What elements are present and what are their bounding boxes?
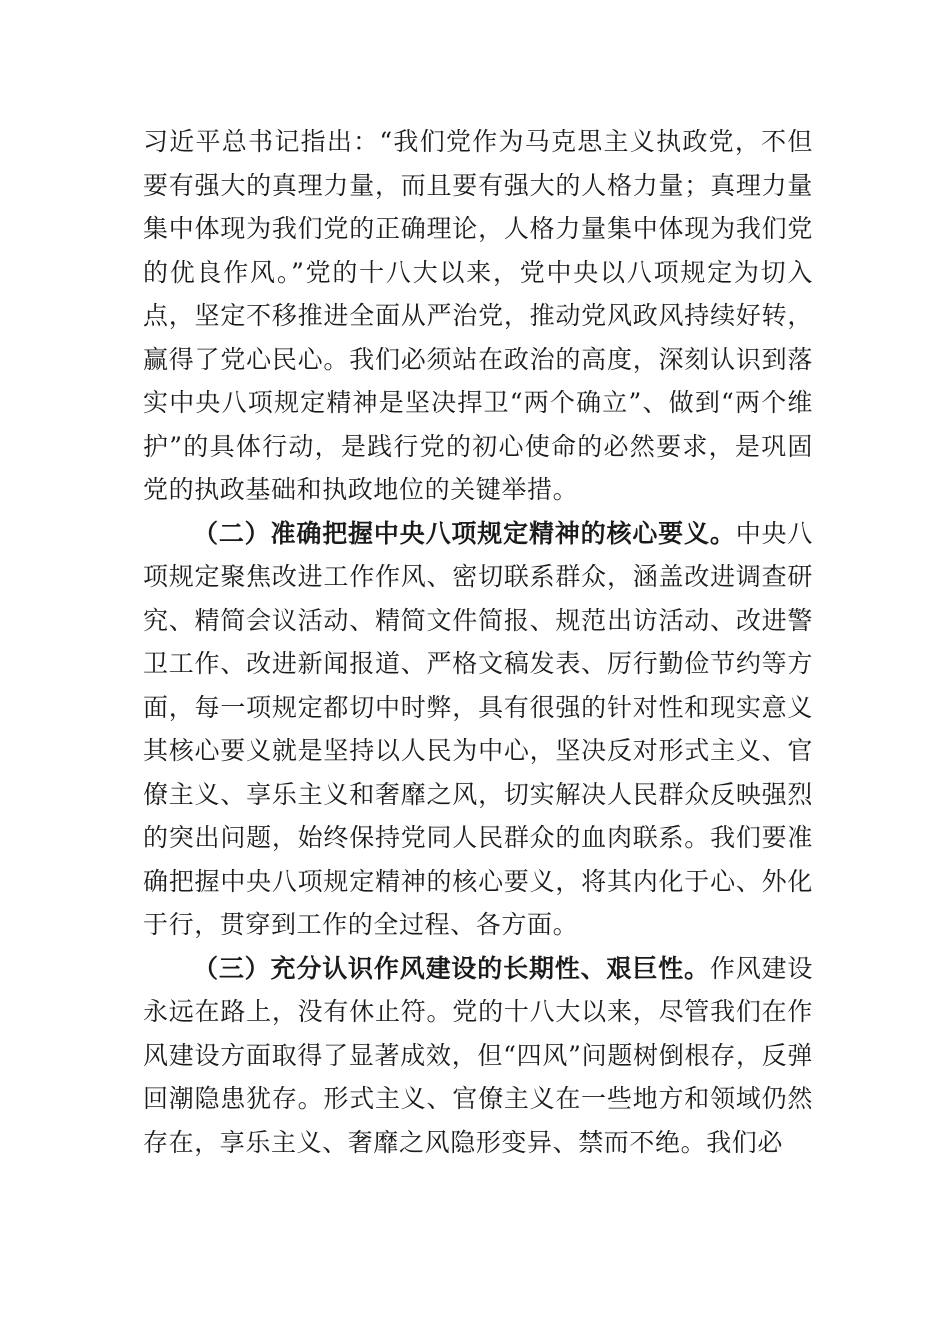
paragraph-intro xyxy=(143,120,813,512)
document-body xyxy=(143,120,813,1164)
section-2-text: 中央八项规定聚焦改进工作作风、密切联系群众，涵盖改进调查研究、精简会议活动、精简文件简报、规范出访活动、改进警卫工作、改进新闻报道、严格文稿发表、厉行勤俭节约等方面，每一项规定都切中时弊，具有很强的针对性和现实意义其核心要义就是坚持以人民为中心，坚决反对形式主义、官僚主义、享乐主义和奢靡之风，切实解决人民群众反映强烈的突出问题，始终保持党同人民群众的血肉联系。我们要准确把握中央八项规定精神的核心要义，将其内化于心、外化于行，贯穿到工作的全过程、各方面。 xyxy=(143,518,813,939)
section-3-heading: （三）充分认识作风建设的长期性、艰巨性。 xyxy=(193,953,710,983)
section-2-heading: （二）准确把握中央八项规定精神的核心要义。 xyxy=(193,518,736,548)
paragraph-intro-text: 习近平总书记指出：“我们党作为马克思主义执政党，不但要有强大的真理力量，而且要有强大的人格力量；真理力量集中体现为我们党的正确理论，人格力量集中体现为我们党的优良作风。”党的十八大以来，党中央以八项规定为切入点，坚定不移推进全面从严治党，推动党风政风持续好转，赢得了党心民心。我们必须站在政治的高度，深刻认识到落实中央八项规定精神是坚决捍卫“两个确立”、做到“两个维护”的具体行动，是践行党的初心使命的必然要求，是巩固党的执政基础和执政地位的关键举措。 xyxy=(143,127,813,504)
paragraph-section-3 xyxy=(143,947,813,1165)
paragraph-section-2 xyxy=(143,512,813,947)
section-3-text: 作风建设永远在路上，没有休止符。党的十八大以来，尽管我们在作风建设方面取得了显著成效，但“四风”问题树倒根存，反弹回潮隐患犹存。形式主义、官僚主义在一些地方和领域仍然存在，享乐主义、奢靡之风隐形变异、禁而不绝。我们必 xyxy=(143,953,813,1157)
